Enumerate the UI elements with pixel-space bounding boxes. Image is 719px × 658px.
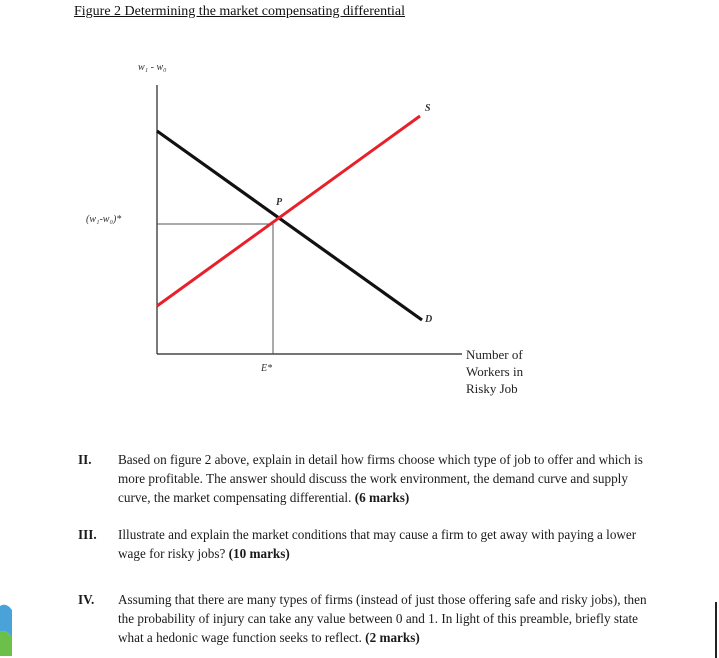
y-tick-label: (w₁-w₀)* — [86, 214, 122, 225]
x-axis-label: Number of Workers in Risky Job — [466, 347, 524, 396]
figure-caption: Figure 2 Determining the market compensating differential — [74, 4, 405, 19]
demand-curve — [157, 131, 422, 320]
x-tick-label: E* — [261, 363, 273, 374]
page-edge-line — [715, 602, 717, 658]
question-marks: (10 marks) — [228, 546, 290, 561]
question-4 — [78, 590, 658, 647]
supply-curve — [157, 116, 420, 306]
question-number: II. — [78, 452, 92, 467]
question-number: IV. — [78, 592, 95, 607]
y-axis-label: w₁ - w₀ — [138, 62, 167, 73]
question-marks: (2 marks) — [365, 630, 420, 645]
supply-label: S — [425, 103, 431, 114]
question-text: Assuming that there are many types of firms (instead of just those offering safe and risky jobs), then the probability of injury can take any value between 0 and 1. In light of this preamble, briefly state what a hedonic wage function seeks to reflect. (2 marks) — [118, 592, 647, 645]
question-text: Illustrate and explain the market conditions that may cause a firm to get away with paying a lower wage for risky jobs? (10 marks) — [118, 527, 637, 561]
question-2 — [78, 450, 658, 507]
demand-label: D — [425, 314, 433, 325]
question-number: III. — [78, 527, 97, 542]
question-text: Based on figure 2 above, explain in detail how firms choose which type of job to offer and which is more profitable. The answer should discuss the work environment, the demand curve and supply curve, the market compensating differential. (6 marks) — [118, 452, 643, 505]
cropped-decoration-icon — [0, 598, 14, 658]
question-3 — [78, 525, 658, 563]
question-marks: (6 marks) — [354, 490, 410, 505]
equilibrium-label: P — [276, 197, 283, 208]
